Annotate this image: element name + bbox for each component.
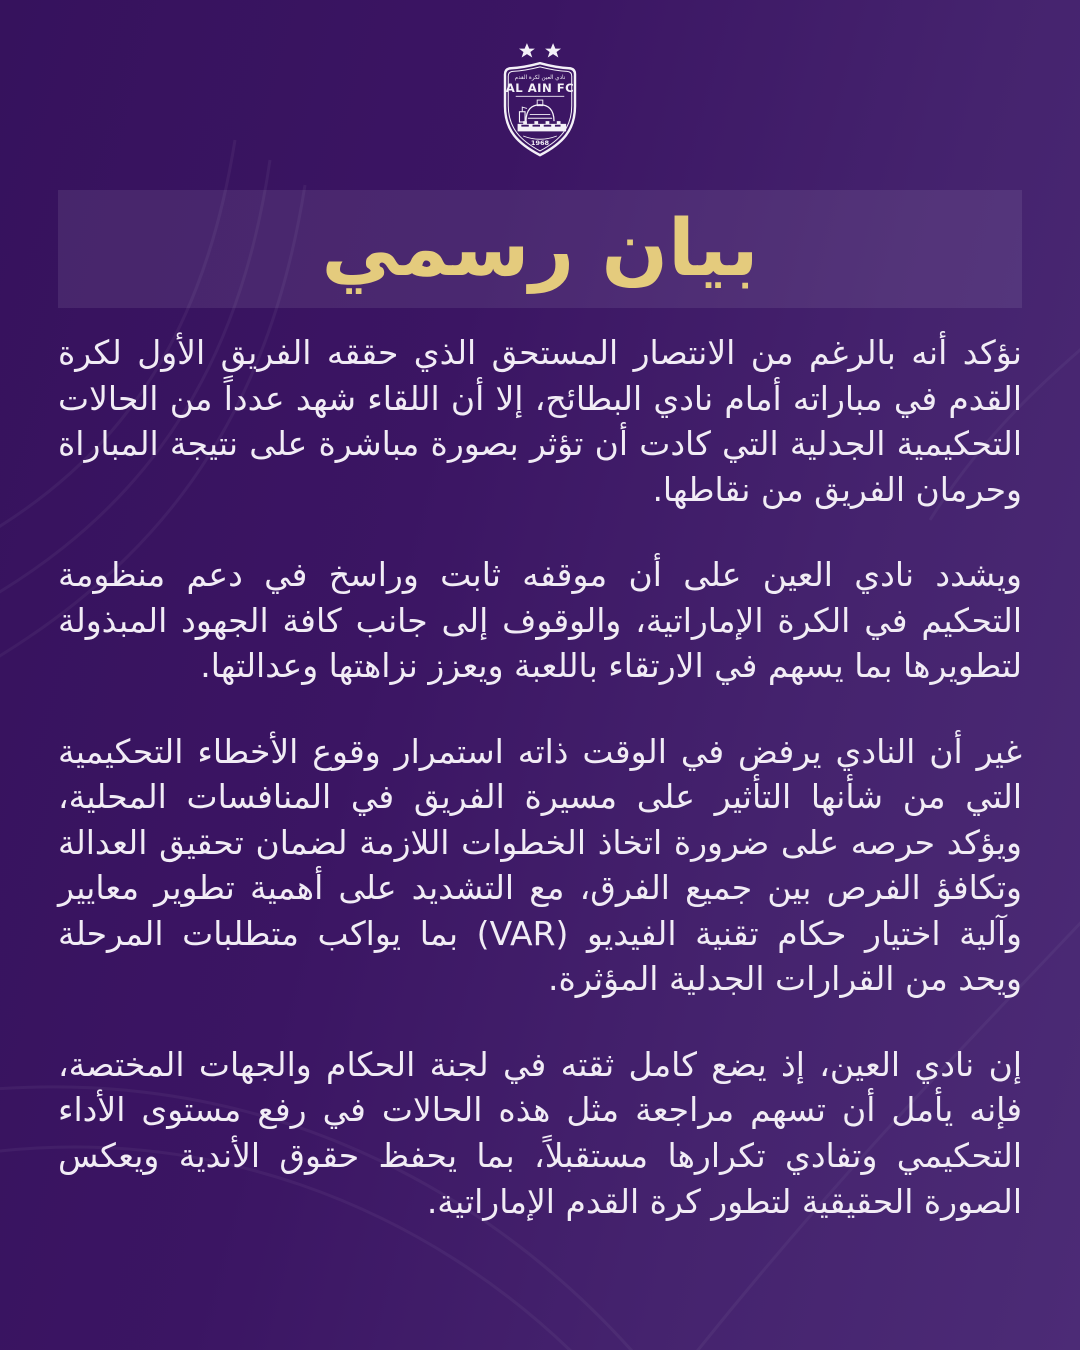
- statement-title: بيان رسمي: [321, 204, 759, 294]
- star-icon: [519, 43, 561, 57]
- statement-body: [58, 330, 1022, 1224]
- crest-club-name-arabic: نادي العين لكرة القدم: [514, 75, 566, 82]
- statement-title-banner: [58, 190, 1022, 308]
- statement-paragraph-4: إن نادي العين، إذ يضع كامل ثقته في لجنة الحكام والجهات المختصة، فإنه يأمل أن تسهم مراجعة مثل هذه الحالات في رفع مستوى الأداء التحكيمي وتفادي تكرارها مستقبلاً، بما يحفظ حقوق الأندية ويعكس الصورة الحقيقية لتطور كرة القدم الإماراتية.: [58, 1044, 1022, 1221]
- fort-icon: [518, 100, 567, 131]
- crest-club-name-english: AL AIN FC: [505, 81, 575, 96]
- statement-paragraph-2: ويشدد نادي العين على أن موقفه ثابت وراسخ في دعم منظومة التحكيم في الكرة الإماراتية، والوقوف إلى جانب كافة الجهود المبذولة لتطويرها بما يسهم في الارتقاء باللعبة ويعزز نزاهتها وعدالتها.: [58, 555, 1022, 686]
- crest-founded-year: 1968: [530, 138, 550, 147]
- statement-paragraph-1: نؤكد أنه بالرغم من الانتصار المستحق الذي حققه الفريق الأول لكرة القدم في مباراته أمام نادي البطائح، إلا أن اللقاء شهد عدداً من الحالات التحكيمية الجدلية التي كادت أن تؤثر بصورة مباشرة على نتيجة المباراة وحرمان الفريق من نقاطها.: [58, 333, 1022, 509]
- club-crest-logo: [465, 38, 615, 178]
- statement-paragraph-3: غير أن النادي يرفض في الوقت ذاته استمرار وقوع الأخطاء التحكيمية التي من شأنها التأثير على مسيرة الفريق في المنافسات المحلية، ويؤكد حرصه على ضرورة اتخاذ الخطوات اللازمة لضمان تحقيق العدالة وتكافؤ الفرص بين جميع الفرق، مع التشديد على أهمية تطوير معايير وآلية اختيار حكام تقنية الفيديو (VAR) بما يواكب متطلبات المرحلة ويحد من القرارات الجدلية المؤثرة.: [58, 731, 1022, 999]
